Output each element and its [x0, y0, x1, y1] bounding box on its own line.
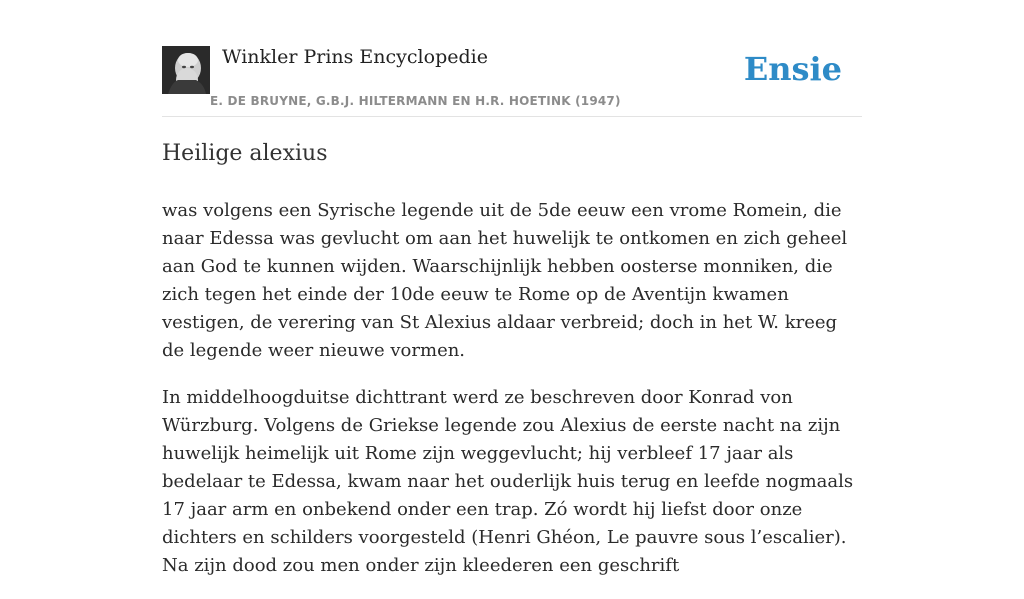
- author-avatar[interactable]: [162, 46, 210, 94]
- ensie-logo-link[interactable]: Ensie: [743, 50, 842, 88]
- article-title: Heilige alexius: [162, 141, 328, 166]
- site-header: [162, 46, 862, 117]
- article: [162, 138, 862, 599]
- authors-credit: E. DE BRUYNE, G.B.J. HILTERMANN EN H.R. HOETINK (1947): [210, 94, 621, 108]
- article-paragraph-2: In middelhoogduitse dichttrant werd ze beschreven door Konrad von Würzburg. Volgens de Griekse legende zou Alexius de eerste nacht na zijn huwelijk heimelijk uit Rome zijn weggevlucht; hij verbleef 17 jaar als bedelaar te Edessa, kwam naar het ouderlijk huis terug en leefde nogmaals 17 jaar arm en onbekend onder een trap. Zó wordt hij liefst door onze dichters en schilders voorgesteld (Henri Ghéon, Le pauvre sous l’escalier). Na zijn dood zou men onder zijn kleederen een geschrift: [162, 387, 854, 576]
- article-paragraph-1: was volgens een Syrische legende uit de 5de eeuw een vrome Romein, die naar Edessa was gevlucht om aan het huwelijk te ontkomen en zich geheel aan God te kunnen wijden. Waarschijnlijk hebben oosterse monniken, die zich tegen het einde der 10de eeuw te Rome op de Aventijn kwamen vestigen, de verering van St Alexius aldaar verbreid; doch in het W. kreeg de legende weer nieuwe vormen.: [162, 200, 848, 361]
- site-title[interactable]: Winkler Prins Encyclopedie: [222, 46, 488, 68]
- bearded-man-portrait-icon: [162, 46, 210, 94]
